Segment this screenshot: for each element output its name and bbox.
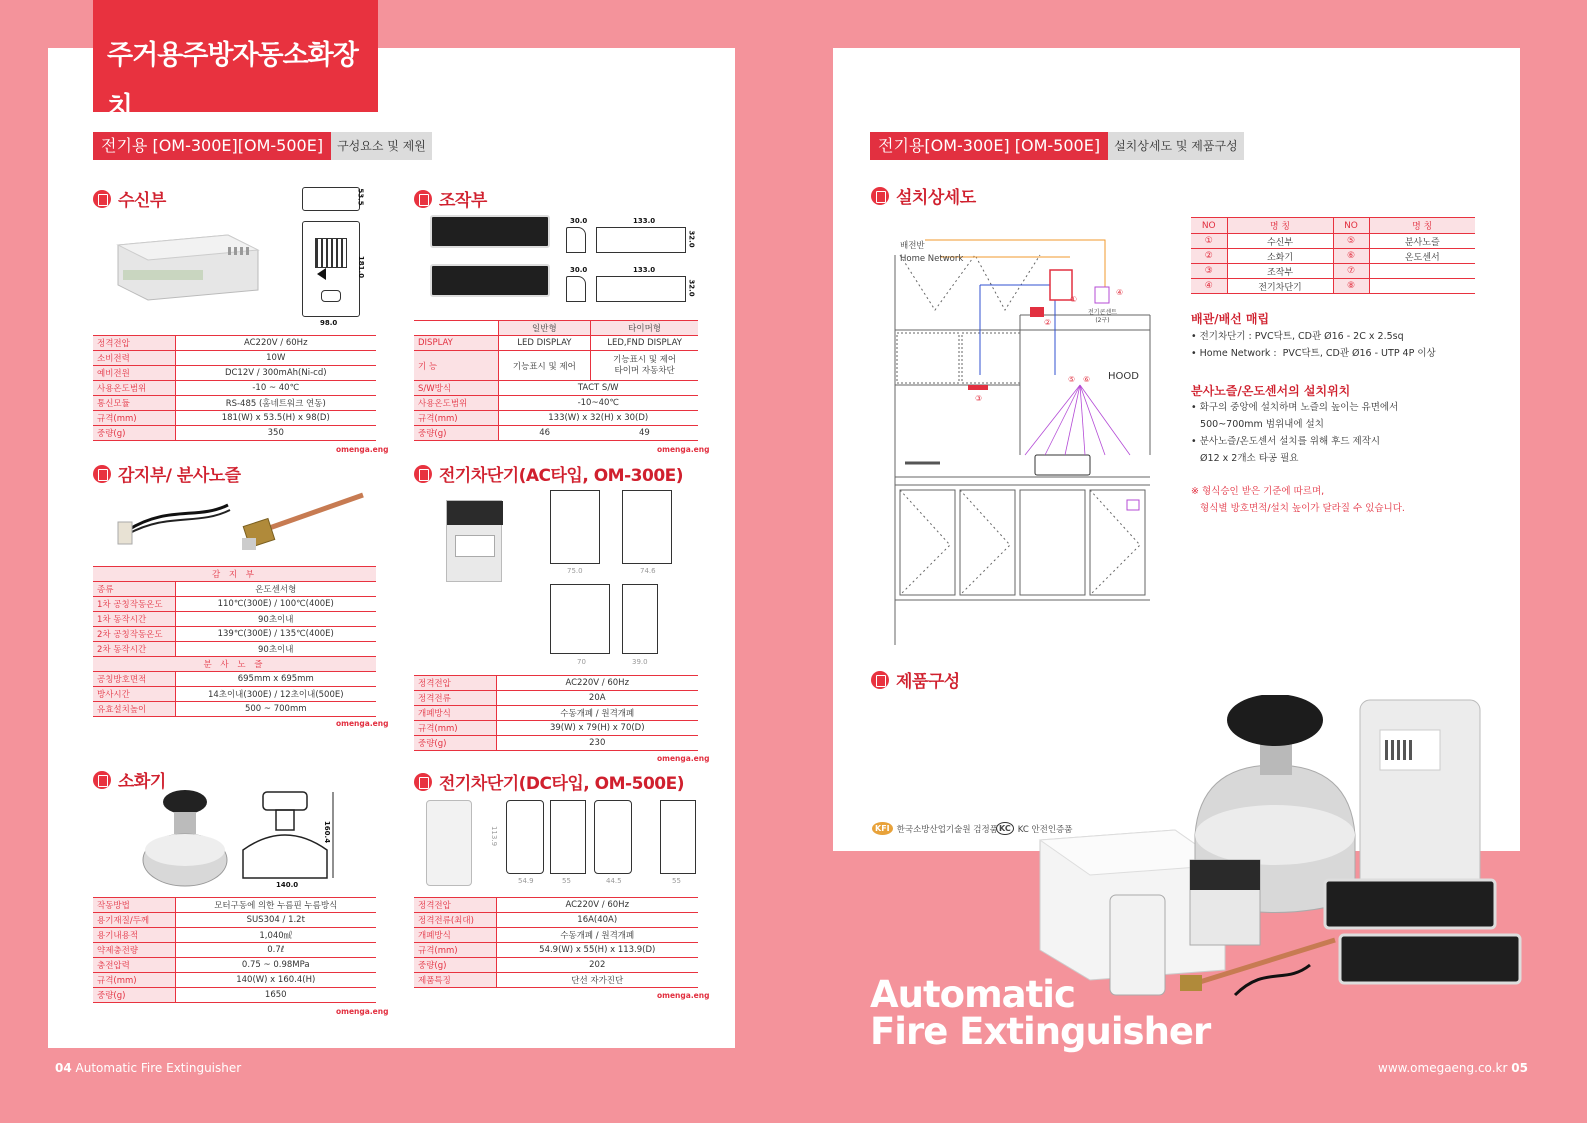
svg-text:②: ② xyxy=(1044,318,1052,327)
spec-key: 개폐방식 xyxy=(414,706,496,721)
svg-text:④: ④ xyxy=(1116,288,1124,297)
nozzle-position-notes xyxy=(1191,399,1398,467)
spec-row xyxy=(93,687,376,702)
extinguisher-dim-w: 140.0 xyxy=(276,881,299,889)
piping-heading: 배관/배선 매립 xyxy=(1191,312,1270,326)
legend-number: ⑤ xyxy=(1333,234,1369,249)
kfi-text: 한국소방산업기술원 검정품 xyxy=(896,824,998,835)
page-number: 05 xyxy=(1511,1061,1528,1075)
dc-breaker-spec-table xyxy=(414,897,698,988)
section-icon xyxy=(414,190,432,208)
ac-breaker-side-drawing xyxy=(622,490,672,564)
dc-breaker-drawing-1 xyxy=(506,800,544,874)
legend-number: ⑧ xyxy=(1333,279,1369,294)
brand-mark: omenga.eng xyxy=(657,445,710,454)
control-heading: 조작부 xyxy=(414,186,487,211)
spec-key: 정격전압 xyxy=(414,898,496,913)
spec-key: 2차 동작시간 xyxy=(93,642,175,657)
spec-value: 181(W) x 53.5(H) x 98(D) xyxy=(175,411,376,426)
dc-dim-w2: 55 xyxy=(562,877,571,885)
spec-key: 유효설치높이 xyxy=(93,702,175,717)
legend-number: ③ xyxy=(1191,264,1227,279)
spec-row xyxy=(93,366,376,381)
spec-key: 사용온도범위 xyxy=(93,381,175,396)
control-side-drawing xyxy=(566,227,586,253)
spec-value: AC220V / 60Hz xyxy=(496,898,698,913)
big-title-line-2: Fire Extinguisher xyxy=(870,1010,1211,1053)
spec-row xyxy=(93,973,376,988)
ac-breaker-heading: 전기차단기(AC타입, OM-300E) xyxy=(414,461,683,486)
ac-breaker-photo xyxy=(446,500,502,582)
spec-value: 54.9(W) x 55(H) x 113.9(D) xyxy=(496,943,698,958)
spec-key: 작동방법 xyxy=(93,898,175,913)
legend-name: 분사노즐 xyxy=(1369,234,1475,249)
ac-breaker-spec-table xyxy=(414,675,698,751)
legend-name: 소화기 xyxy=(1227,249,1333,264)
receiver-dim-d: 181.0 xyxy=(357,255,366,279)
spec-key: 예비전원 xyxy=(93,366,175,381)
spec-key: 공칭방호면적 xyxy=(93,672,175,687)
legend-name: 조작부 xyxy=(1227,264,1333,279)
spec-value: 39(W) x 79(H) x 70(D) xyxy=(496,721,698,736)
spec-row xyxy=(414,736,698,751)
col-general: 일반형 xyxy=(498,321,591,336)
receiver-spec-table xyxy=(93,335,376,441)
spec-row xyxy=(93,958,376,973)
brand-mark: omenga.eng xyxy=(336,445,389,454)
spec-row xyxy=(414,898,698,913)
ac-breaker-top-drawing xyxy=(550,584,610,654)
brand-mark: omenga.eng xyxy=(657,991,710,1000)
svg-text:⑤: ⑤ xyxy=(1068,375,1076,384)
control-dim-d: 30.0 xyxy=(570,217,588,225)
svg-text:①: ① xyxy=(1070,295,1078,304)
spec-key: 중량(g) xyxy=(414,958,496,973)
spec-value: DC12V / 300mAh(Ni-cd) xyxy=(175,366,376,381)
footer-text: Automatic Fire Extinguisher xyxy=(75,1061,242,1075)
legend-number: ⑥ xyxy=(1333,249,1369,264)
spec-value: 14초이내(300E) / 12초이내(500E) xyxy=(175,687,376,702)
control-front-drawing xyxy=(596,227,686,253)
legend-name xyxy=(1369,279,1475,294)
spec-row xyxy=(414,721,698,736)
ac-breaker-front-drawing xyxy=(550,490,600,564)
spec-row xyxy=(414,928,698,943)
footer-url: www.omegaeng.co.kr xyxy=(1378,1061,1508,1075)
svg-text:⑥: ⑥ xyxy=(1083,375,1091,384)
spec-row xyxy=(414,913,698,928)
left-banner-main: 전기용 [OM-300E][OM-500E] xyxy=(93,132,331,160)
page-number: 04 xyxy=(55,1061,72,1075)
note-line: 형식별 방호면적/설치 높이가 달라질 수 있습니다. xyxy=(1191,503,1405,514)
spec-value: 수동개폐 / 원격개폐 xyxy=(496,928,698,943)
spec-row xyxy=(93,702,376,717)
spec-key: 규격(mm) xyxy=(93,973,175,988)
spec-value: 695mm x 695mm xyxy=(175,672,376,687)
extinguisher-drawing xyxy=(238,790,348,890)
dc-breaker-drawing-3 xyxy=(594,800,632,874)
legend-number: ⑦ xyxy=(1333,264,1369,279)
spec-key: 소비전력 xyxy=(93,351,175,366)
control-spec-table: 일반형 타이머형 DISPLAY LED DISPLAY LED,FND DISPLAY 기 능 기능표시 및 제어 기능표시 및 제어 타이머 자동차단 S/W방식 TACT S/W 사용온도범위 -10~40℃ 규격(mm) 133(W) x 32(H) x 30(D) 중량(g) 46 49 xyxy=(414,320,698,441)
spec-key: 충전압력 xyxy=(93,958,175,973)
legend-table: NO 명 칭 NO 명 칭 ① 수신부 ⑤ 분사노즐 ② 소화기 ⑥ 온도센서 ③ 조작부 ⑦ ④ 전기차단기 ⑧ xyxy=(1191,217,1475,294)
extinguisher-photo xyxy=(140,790,230,890)
sensor-spec-table xyxy=(93,566,376,717)
spec-value: 16A(40A) xyxy=(496,913,698,928)
control-dim-d-2: 30.0 xyxy=(570,266,588,274)
spec-value: RS-485 (홈네트워크 연동) xyxy=(175,396,376,411)
receiver-front-drawing xyxy=(302,221,360,317)
control-dim-w-2: 133.0 xyxy=(633,266,656,274)
right-footer xyxy=(1378,1061,1528,1075)
spec-value: AC220V / 60Hz xyxy=(175,336,376,351)
legend-name xyxy=(1369,264,1475,279)
spec-value: 140(W) x 160.4(H) xyxy=(175,973,376,988)
spec-value: -10 ~ 40℃ xyxy=(175,381,376,396)
kfi-cert xyxy=(872,822,998,835)
spec-row xyxy=(93,627,376,642)
spec-value: 110℃(300E) / 100℃(400E) xyxy=(175,597,376,612)
legend-number: ① xyxy=(1191,234,1227,249)
left-banner-sub: 구성요소 및 제원 xyxy=(331,132,432,160)
spec-row xyxy=(93,672,376,687)
piping-notes xyxy=(1191,328,1436,362)
ac-dim-d: 74.6 xyxy=(640,567,656,575)
note-line: • 전기차단기 : PVC닥트, CD관 Ø16 - 2C x 2.5sq xyxy=(1191,331,1404,342)
right-banner-main: 전기용[OM-300E] [OM-500E] xyxy=(870,132,1108,160)
spec-value: 230 xyxy=(496,736,698,751)
page-title: 주거용주방자동소화장치 xyxy=(93,0,378,112)
section-icon xyxy=(871,187,889,205)
legend-row xyxy=(1191,279,1475,294)
spec-row xyxy=(93,612,376,627)
section-icon xyxy=(93,465,111,483)
spec-value: 139℃(300E) / 135℃(400E) xyxy=(175,627,376,642)
legend-row xyxy=(1191,264,1475,279)
spec-row xyxy=(93,426,376,441)
control-side-drawing-2 xyxy=(566,276,586,302)
spec-row xyxy=(93,597,376,612)
spec-key: 중량(g) xyxy=(414,736,496,751)
spec-value: 20A xyxy=(496,691,698,706)
install-heading: 설치상세도 xyxy=(871,183,976,208)
spec-value: 단선 자가진단 xyxy=(496,973,698,988)
brand-mark: omenga.eng xyxy=(336,1007,389,1016)
diagram-label-network: Home Network xyxy=(900,254,964,264)
control-dim-h-2: 32.0 xyxy=(687,279,696,297)
spec-key: 2차 공칭작동온도 xyxy=(93,627,175,642)
note-line: • Home Network : PVC닥트, CD관 Ø16 - UTP 4P 이상 xyxy=(1191,348,1436,359)
legend-name: 전기차단기 xyxy=(1227,279,1333,294)
spec-row xyxy=(414,958,698,973)
spec-row xyxy=(93,928,376,943)
ac-dim-b2: 39.0 xyxy=(632,658,648,666)
spec-key: 용기내용적 xyxy=(93,928,175,943)
spec-value: 0.75 ~ 0.98MPa xyxy=(175,958,376,973)
kc-logo: KC xyxy=(996,822,1014,835)
spec-row xyxy=(93,943,376,958)
note-line: 500~700mm 범위내에 설치 xyxy=(1191,419,1324,430)
spec-row xyxy=(93,913,376,928)
left-banner xyxy=(93,132,432,160)
col-timer: 타이머형 xyxy=(591,321,698,336)
receiver-heading: 수신부 xyxy=(93,186,166,211)
control-dim-h: 32.0 xyxy=(687,230,696,248)
note-line: ※ 형식승인 받은 기준에 따르며, xyxy=(1191,486,1325,497)
spec-subheader: 분 사 노 즐 xyxy=(93,657,376,672)
sensor-heading: 감지부/ 분사노즐 xyxy=(93,461,241,486)
spec-subheader: 감 지 부 xyxy=(93,567,376,582)
note-line: Ø12 x 2개소 타공 필요 xyxy=(1191,453,1299,464)
spec-key: 1차 공칭작동온도 xyxy=(93,597,175,612)
spec-value: SUS304 / 1.2t xyxy=(175,913,376,928)
spec-row xyxy=(93,381,376,396)
spec-value: 350 xyxy=(175,426,376,441)
spec-key: 용기재질/두께 xyxy=(93,913,175,928)
product-heading: 제품구성 xyxy=(871,667,960,692)
extinguisher-heading: 소화기 xyxy=(93,767,166,792)
kc-text: KC 안전인증품 xyxy=(1017,824,1073,835)
spec-row xyxy=(93,898,376,913)
diagram-label-panel: 배전반 xyxy=(900,241,925,251)
spec-row xyxy=(414,706,698,721)
spec-row xyxy=(414,973,698,988)
spec-key: 종류 xyxy=(93,582,175,597)
extinguisher-spec-table xyxy=(93,897,376,1003)
spec-key: 정격전압 xyxy=(414,676,496,691)
sensor-nozzle-photo xyxy=(108,490,368,560)
note-line: • 화구의 중앙에 설치하며 노즐의 높이는 유면에서 xyxy=(1191,402,1399,413)
dc-dim-w3: 44.5 xyxy=(606,877,622,885)
spec-key: 중량(g) xyxy=(93,988,175,1003)
receiver-photo xyxy=(108,225,268,305)
dc-breaker-drawing-4 xyxy=(660,800,696,874)
left-footer xyxy=(55,1061,241,1075)
spec-value: 1650 xyxy=(175,988,376,1003)
big-title-line-1: Automatic xyxy=(870,973,1075,1016)
spec-row xyxy=(414,943,698,958)
ac-breaker-bottom-drawing xyxy=(622,584,658,654)
spec-row xyxy=(93,582,376,597)
control-panel-photo-general xyxy=(430,215,550,248)
spec-value: 90초이내 xyxy=(175,612,376,627)
receiver-dim-h: 53.5 xyxy=(356,188,365,206)
diagram-label-hood: HOOD xyxy=(1108,371,1139,382)
note-line: • 분사노즐/온도센서 설치를 위해 후드 제작시 xyxy=(1191,436,1381,447)
section-icon xyxy=(93,771,111,789)
spec-value: 90초이내 xyxy=(175,642,376,657)
approval-warning xyxy=(1191,483,1405,517)
spec-key: 규격(mm) xyxy=(93,411,175,426)
spec-value: AC220V / 60Hz xyxy=(496,676,698,691)
installation-diagram xyxy=(880,215,1155,645)
spec-value: 모터구동에 의한 누름핀 누름방식 xyxy=(175,898,376,913)
spec-key: 정격전류(최대) xyxy=(414,913,496,928)
receiver-dim-w: 98.0 xyxy=(320,319,338,327)
spec-value: 202 xyxy=(496,958,698,973)
spec-row xyxy=(93,642,376,657)
spec-key: 약제충전량 xyxy=(93,943,175,958)
ac-dim-b1: 70 xyxy=(577,658,586,666)
spec-subheader-row xyxy=(93,657,376,672)
legend-number: ④ xyxy=(1191,279,1227,294)
spec-row xyxy=(93,988,376,1003)
nozzle-position-heading: 분사노즐/온도센서의 설치위치 xyxy=(1191,384,1351,398)
spec-row xyxy=(414,676,698,691)
spec-value: 0.7ℓ xyxy=(175,943,376,958)
spec-key: 통신모듈 xyxy=(93,396,175,411)
dc-breaker-photo xyxy=(426,800,472,886)
spec-key: 제품특징 xyxy=(414,973,496,988)
spec-key: 정격전압 xyxy=(93,336,175,351)
dc-dim-w4: 55 xyxy=(672,877,681,885)
ac-dim-w: 75.0 xyxy=(567,567,583,575)
dc-breaker-drawing-2 xyxy=(550,800,586,874)
section-icon xyxy=(871,671,889,689)
product-collage xyxy=(1035,695,1525,1000)
legend-name: 수신부 xyxy=(1227,234,1333,249)
section-icon xyxy=(93,190,111,208)
section-icon xyxy=(414,773,432,791)
dc-dim-h: 113.9 xyxy=(490,825,499,847)
legend-row xyxy=(1191,234,1475,249)
dc-breaker-heading: 전기차단기(DC타입, OM-500E) xyxy=(414,769,684,794)
spec-row xyxy=(93,351,376,366)
kfi-logo: KFI xyxy=(872,822,893,835)
spec-row xyxy=(93,411,376,426)
big-title xyxy=(870,973,1211,1053)
spec-key: 방사시간 xyxy=(93,687,175,702)
spec-key: 규격(mm) xyxy=(414,943,496,958)
spec-value: 10W xyxy=(175,351,376,366)
svg-text:③: ③ xyxy=(975,394,983,403)
spec-value: 1,040㎖ xyxy=(175,928,376,943)
section-icon xyxy=(414,465,432,483)
spec-key: 정격전류 xyxy=(414,691,496,706)
control-front-drawing-2 xyxy=(596,276,686,302)
extinguisher-dim-h: 160.4 xyxy=(323,820,332,844)
dc-dim-w1: 54.9 xyxy=(518,877,534,885)
spec-row xyxy=(414,691,698,706)
spec-key: 개폐방식 xyxy=(414,928,496,943)
spec-value: 수동개폐 / 원격개폐 xyxy=(496,706,698,721)
legend-number: ② xyxy=(1191,249,1227,264)
spec-row xyxy=(93,336,376,351)
spec-key: 중량(g) xyxy=(93,426,175,441)
brand-mark: omenga.eng xyxy=(336,719,389,728)
spec-row xyxy=(93,396,376,411)
receiver-side-drawing xyxy=(302,187,360,211)
legend-row xyxy=(1191,249,1475,264)
right-banner-sub: 설치상세도 및 제품구성 xyxy=(1108,132,1244,160)
right-banner xyxy=(870,132,1244,160)
brand-mark: omenga.eng xyxy=(657,754,710,763)
diagram-label-outlet: 전기콘센트 (2구) xyxy=(1088,309,1117,324)
spec-key: 1차 동작시간 xyxy=(93,612,175,627)
spec-value: 온도센서형 xyxy=(175,582,376,597)
legend-name: 온도센서 xyxy=(1369,249,1475,264)
control-panel-photo-timer xyxy=(430,264,550,297)
spec-value: 500 ~ 700mm xyxy=(175,702,376,717)
spec-subheader-row xyxy=(93,567,376,582)
control-dim-w: 133.0 xyxy=(633,217,656,225)
spec-key: 규격(mm) xyxy=(414,721,496,736)
